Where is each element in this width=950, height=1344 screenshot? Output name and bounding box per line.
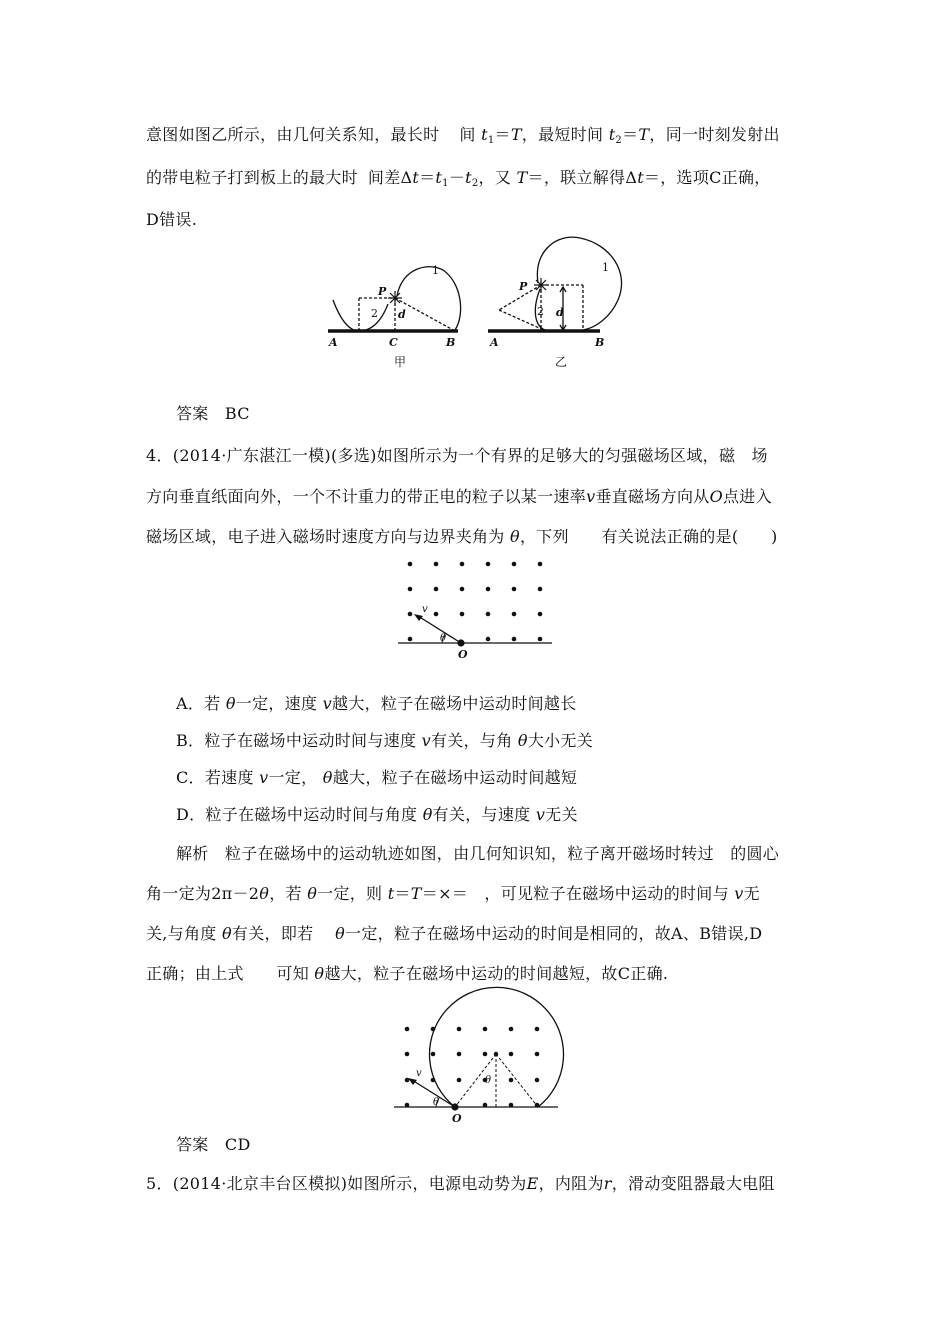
answer-3: 答案 BC <box>176 404 250 423</box>
field-dot <box>431 1052 436 1057</box>
label-d-yi: d <box>556 306 564 319</box>
q5-line-1: 5．(2014·北京丰台区模拟)如图所示，电源电动势为E，内阻为r，滑动变阻器最大电阻 <box>146 1174 775 1193</box>
field-dot <box>535 1052 540 1057</box>
answer-4: 答案 CD <box>176 1135 251 1154</box>
label-theta-center: θ <box>485 1075 492 1086</box>
label-A-yi: A <box>490 336 499 349</box>
label-theta-2: θ <box>433 1097 440 1108</box>
label-d-jia: d <box>398 308 406 321</box>
q4-line-1: 4．(2014·广东湛江一模)(多选)如图所示为一个有界的足够大的匀强磁场区域，磁 场 <box>146 446 768 465</box>
field-dot <box>535 1078 540 1083</box>
label-P-jia: P <box>378 285 387 298</box>
label-1-jia: 1 <box>432 264 439 277</box>
q4-solution-line-3: 关,与角度 θ有关，即若 θ一定，粒子在磁场中运动的时间是相同的，故A、B错误,D <box>146 924 763 943</box>
option-B: B．粒子在磁场中运动时间与速度 v有关，与角 θ大小无关 <box>176 731 594 750</box>
label-1-yi: 1 <box>602 261 609 274</box>
solution-line-2: 的带电粒子打到板上的最大时 间差$\Delta t=t_1-t_2$，又 T＝，联立解得Δt＝，选项C正确， <box>146 168 771 189</box>
option-A: A．若 θ一定，速度 v越大，粒子在磁场中运动时间越长 <box>176 694 577 713</box>
entry-point-O-2 <box>451 1103 458 1110</box>
field-dot <box>509 1027 514 1032</box>
label-v-2: v <box>416 1068 422 1079</box>
solution-line-1: 意图如图乙所示，由几何关系知，最长时 间 $t_1=T$，最短时间 $t_2=T$，同一时刻发射出 <box>146 125 780 146</box>
label-C-jia: C <box>389 336 398 349</box>
field-dot <box>405 1052 410 1057</box>
field-dot <box>483 1027 488 1032</box>
caption-yi: 乙 <box>555 355 568 369</box>
label-O: O <box>458 648 468 661</box>
label-B-yi: B <box>595 336 605 349</box>
q4-line-3: 磁场区域，电子进入磁场时速度方向与边界夹角为 θ，下列 有关说法正确的是( ) <box>146 527 778 546</box>
q4-line-2: 方向垂直纸面向外，一个不计重力的带正电的粒子以某一速率v垂直磁场方向从O点进入 <box>146 487 772 506</box>
circle-center <box>494 1052 498 1056</box>
label-O-2: O <box>452 1112 462 1125</box>
label-theta: θ <box>440 633 447 644</box>
label-A-jia: A <box>329 336 338 349</box>
label-v: v <box>422 604 428 615</box>
label-P-yi: P <box>519 280 528 293</box>
field-dots-2 <box>405 1027 540 1108</box>
field-dot <box>457 1078 462 1083</box>
label-2-yi: 2 <box>537 305 544 318</box>
radius-out <box>496 1054 538 1107</box>
q4-solution-line-2: 角一定为2π－2θ，若 θ一定，则 t＝T＝×＝ ，可见粒子在磁场中运动的时间与 v无 <box>146 884 760 903</box>
solution-line-3: D错误. <box>146 210 198 229</box>
option-C: C．若速度 v一定， θ越大，粒子在磁场中运动时间越短 <box>176 768 578 787</box>
field-dot <box>535 1027 540 1032</box>
field-dot <box>405 1027 410 1032</box>
field-dot <box>483 1052 488 1057</box>
caption-jia: 甲 <box>394 355 407 369</box>
option-D: D．粒子在磁场中运动时间与角度 θ有关，与速度 v无关 <box>176 805 578 824</box>
trajectory-circle <box>430 987 564 1107</box>
q4-solution-line-4: 正确；由上式 可知 θ越大，粒子在磁场中运动的时间越短，故C正确. <box>146 964 669 983</box>
field-dot <box>457 1027 462 1032</box>
field-dot <box>509 1078 514 1083</box>
label-B-jia: B <box>446 336 456 349</box>
field-dot <box>509 1052 514 1057</box>
velocity-arrowhead-2 <box>408 1078 417 1085</box>
q4-solution-line-1: 解析 粒子在磁场中的运动轨迹如图，由几何知识知，粒子离开磁场时转过 的圆心 <box>176 844 780 863</box>
label-2-jia: 2 <box>371 307 378 320</box>
field-dot <box>457 1052 462 1057</box>
